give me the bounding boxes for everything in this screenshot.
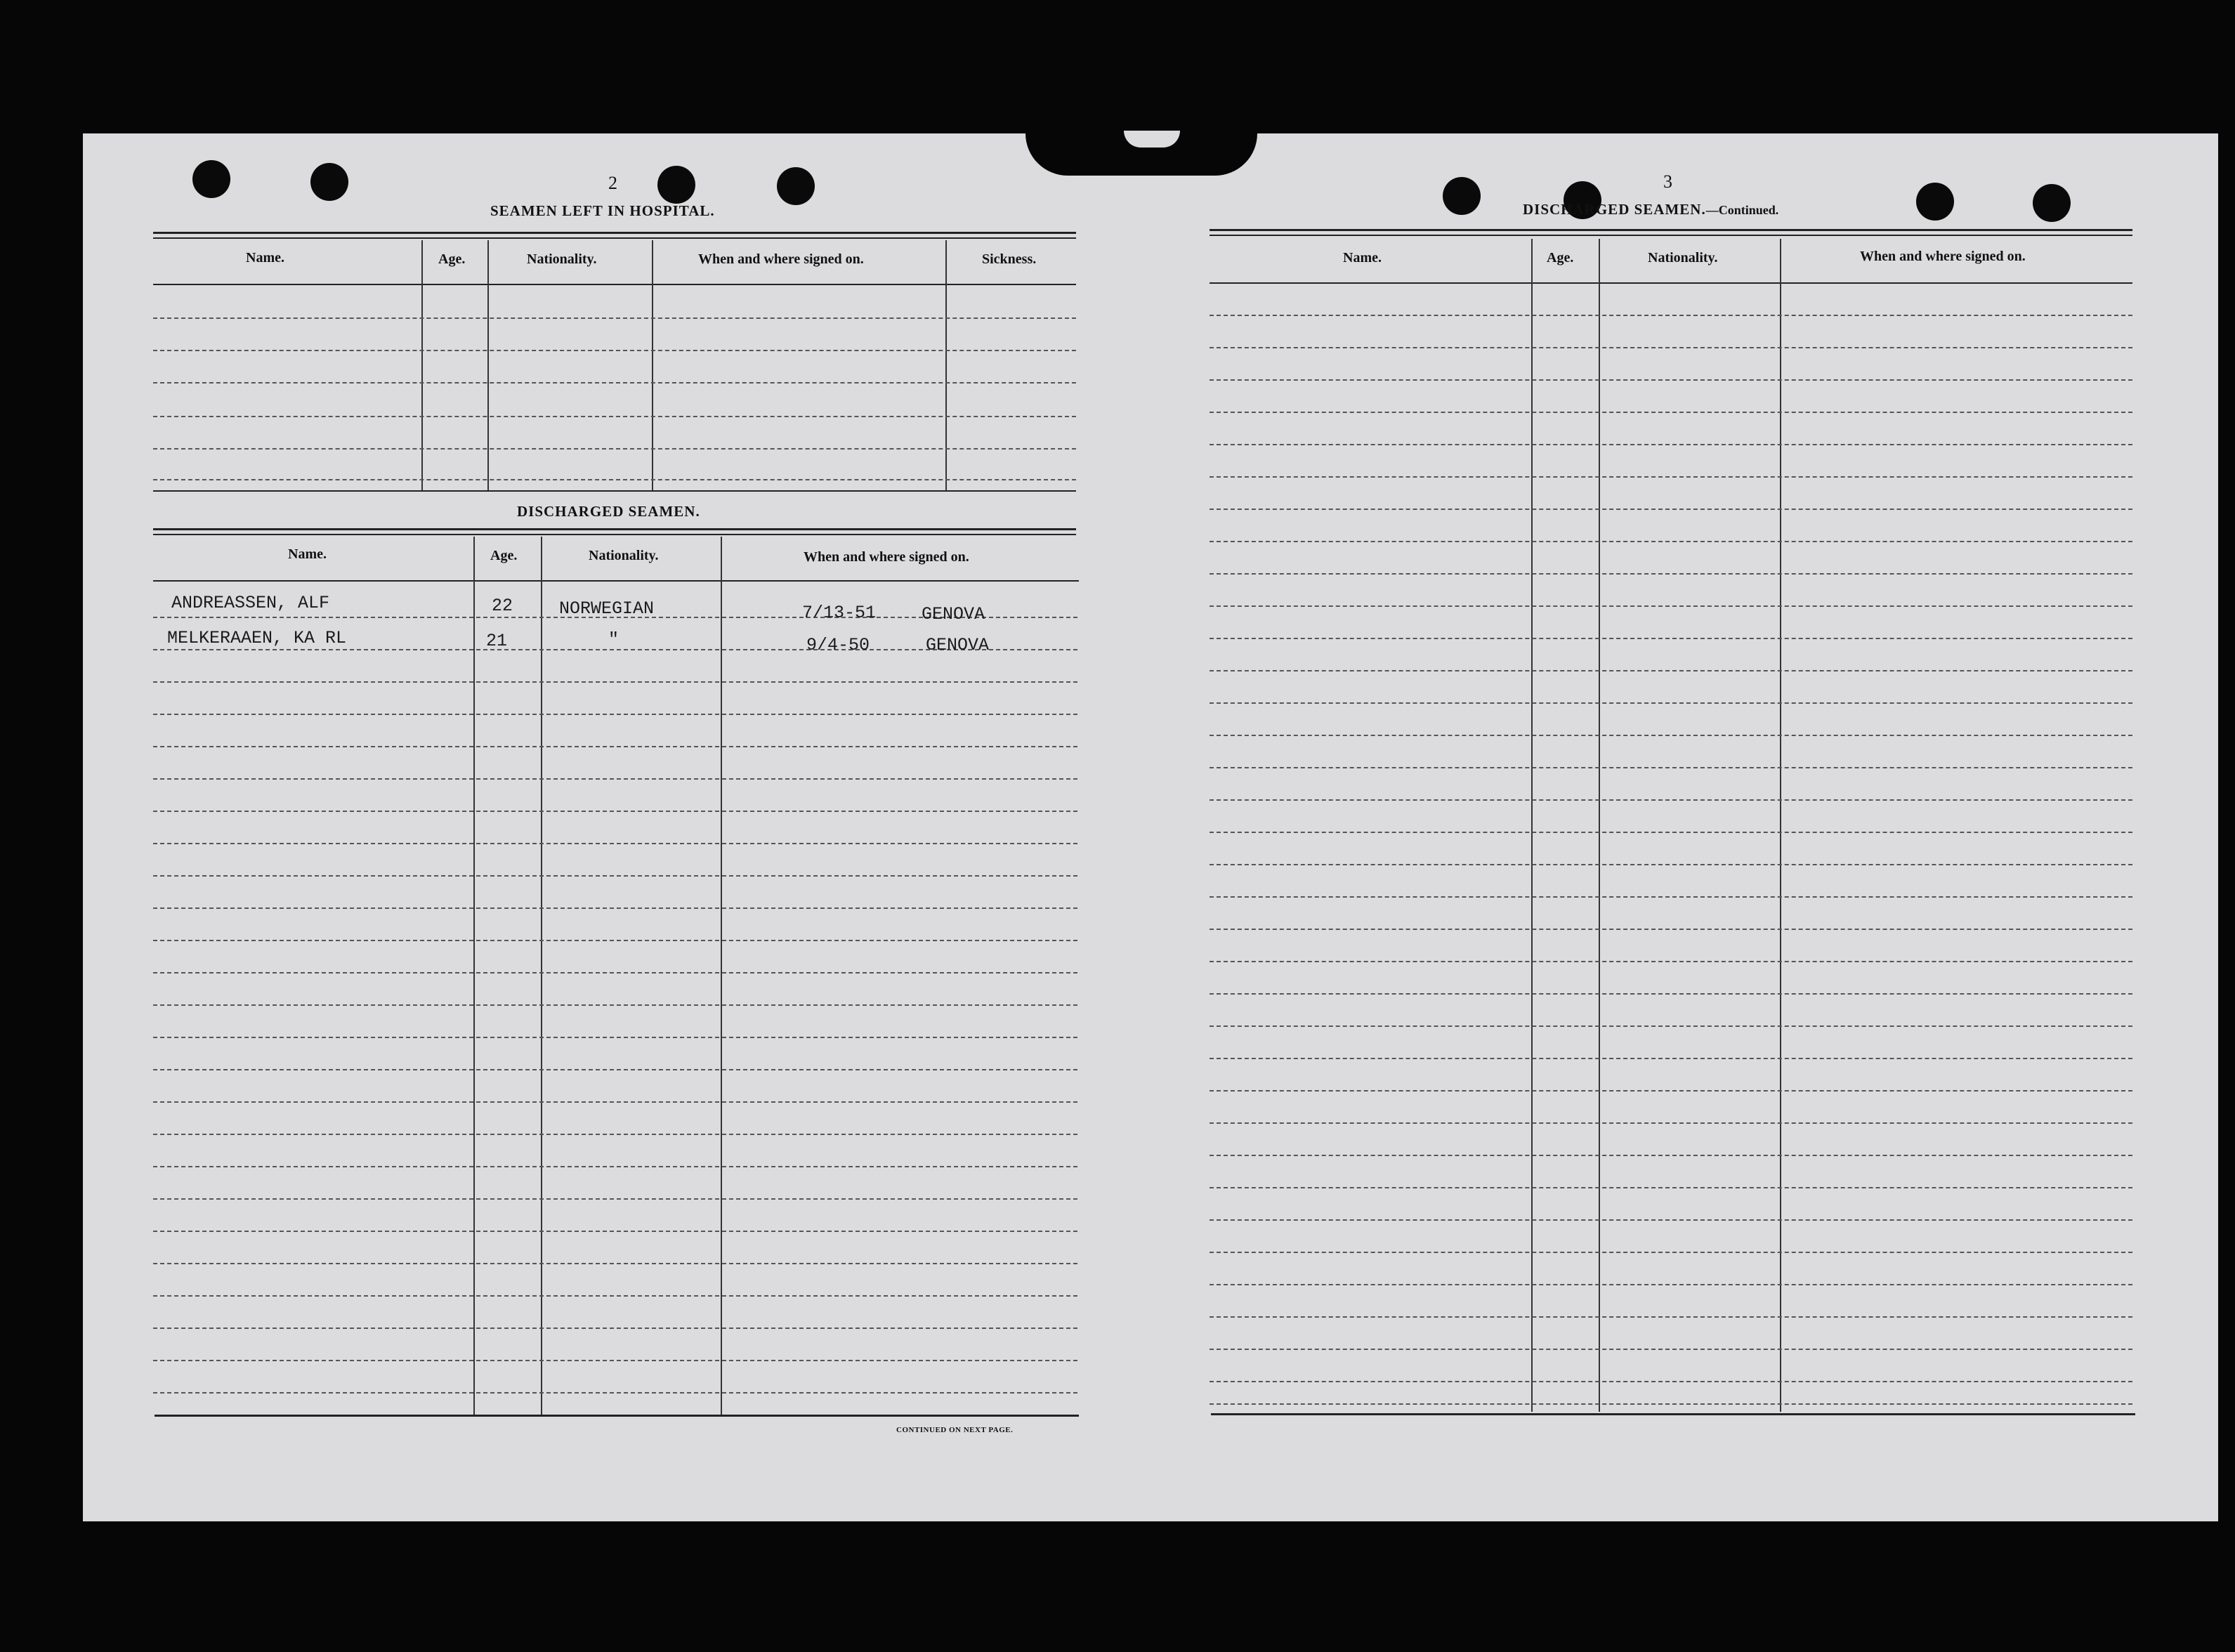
ruled-line <box>153 1069 1077 1070</box>
ruled-line <box>153 1004 1077 1006</box>
column-divider <box>945 240 947 490</box>
column-header-nationality: Nationality. <box>589 548 659 563</box>
header-rule <box>153 580 1079 582</box>
section-title-text: DISCHARGED SEAMEN. <box>1523 201 1706 218</box>
ruled-line <box>1210 702 2132 704</box>
seaman-name: MELKERAAEN, KA RL <box>167 628 347 648</box>
ruled-line <box>1210 1090 2132 1092</box>
ruled-line <box>153 714 1077 715</box>
ruled-line <box>1210 1381 2132 1382</box>
ruled-line <box>1210 799 2132 801</box>
ruled-line <box>153 1392 1077 1394</box>
ruled-line <box>1210 1403 2132 1405</box>
ruled-line <box>153 1328 1077 1329</box>
column-divider <box>1780 239 1781 1412</box>
ruled-line <box>1210 541 2132 542</box>
ruled-line <box>1210 1252 2132 1253</box>
column-divider <box>487 240 489 490</box>
ruled-line <box>153 907 1077 909</box>
ruled-line <box>153 1134 1077 1135</box>
column-header-name: Name. <box>288 546 327 562</box>
header-rule <box>153 284 1076 285</box>
ruled-line <box>153 1295 1077 1297</box>
ruled-line <box>1210 315 2132 316</box>
ruled-line <box>153 940 1077 941</box>
column-header-signed-on: When and where signed on. <box>804 549 969 565</box>
ledger-sheet <box>83 133 2218 1521</box>
ruled-line <box>1210 573 2132 575</box>
ruled-line <box>1210 1155 2132 1156</box>
ruled-line <box>153 972 1077 973</box>
signed-on-place: GENOVA <box>926 635 990 655</box>
table-top-rule <box>153 528 1076 530</box>
ruled-line <box>1210 347 2132 348</box>
ruled-line <box>1210 1284 2132 1285</box>
hospital-section-title: SEAMEN LEFT IN HOSPITAL. <box>490 202 715 219</box>
table-top-rule <box>153 534 1076 535</box>
punch-hole <box>1443 177 1481 215</box>
ruled-line <box>1210 1025 2132 1027</box>
ruled-line <box>153 416 1076 417</box>
seaman-age: 22 <box>492 596 513 616</box>
ruled-line <box>153 811 1077 812</box>
ruled-line <box>153 382 1076 383</box>
punch-hole <box>2033 184 2071 222</box>
column-divider <box>652 240 653 490</box>
column-header-signed-on: When and where signed on. <box>1860 249 2026 264</box>
ruled-line <box>153 778 1077 780</box>
ruled-line <box>1210 1122 2132 1124</box>
column-header-nationality: Nationality. <box>1648 250 1718 266</box>
column-header-name: Name. <box>246 250 284 266</box>
ruled-line <box>153 746 1077 747</box>
column-divider <box>473 537 475 1415</box>
ruled-line <box>1210 670 2132 671</box>
column-header-sickness: Sickness. <box>982 251 1037 267</box>
punch-hole <box>777 167 815 205</box>
ruled-line <box>1210 961 2132 962</box>
seaman-age: 21 <box>486 631 508 651</box>
column-header-name: Name. <box>1343 250 1382 266</box>
column-header-nationality: Nationality. <box>527 251 597 267</box>
table-bottom-rule <box>1211 1413 2135 1415</box>
ruled-line <box>1210 1316 2132 1318</box>
signed-on-date: 7/13-51 <box>802 603 877 623</box>
ruled-line <box>153 875 1077 877</box>
column-divider <box>421 240 423 490</box>
ruled-line <box>1210 832 2132 833</box>
ruled-line <box>1210 735 2132 736</box>
ruled-line <box>1210 993 2132 995</box>
ruled-line <box>1210 444 2132 445</box>
ruled-line <box>153 843 1077 844</box>
page-number-left: 2 <box>608 173 617 193</box>
discharged-section-title: DISCHARGED SEAMEN. <box>517 503 700 520</box>
continued-section-title <box>1523 201 1778 218</box>
table-bottom-rule <box>155 1415 1079 1417</box>
ruled-line <box>1210 864 2132 865</box>
ruled-line <box>1210 1219 2132 1221</box>
table-top-rule <box>1210 229 2132 231</box>
ruled-line <box>153 350 1076 351</box>
ruled-line <box>1210 1187 2132 1188</box>
column-divider <box>1599 239 1600 1412</box>
ruled-line <box>153 681 1077 683</box>
column-divider <box>1531 239 1533 1412</box>
punch-hole <box>657 166 695 204</box>
ruled-line <box>153 1263 1077 1264</box>
ruled-line <box>1210 509 2132 510</box>
seaman-name: ANDREASSEN, ALF <box>171 593 330 613</box>
ruled-line <box>1210 1058 2132 1059</box>
column-header-age: Age. <box>490 548 518 563</box>
column-divider <box>541 537 542 1415</box>
ruled-line <box>153 1037 1077 1038</box>
section-title-suffix: —Continued. <box>1705 203 1779 217</box>
punch-hole <box>1916 183 1954 221</box>
punch-hole <box>192 160 230 198</box>
signed-on-place: GENOVA <box>922 604 985 624</box>
ruled-line <box>1210 605 2132 607</box>
column-header-signed-on: When and where signed on. <box>698 251 864 267</box>
ruled-line <box>153 1166 1077 1167</box>
ruled-line <box>1210 896 2132 898</box>
section-rule <box>153 490 1076 492</box>
ruled-line <box>153 1198 1077 1200</box>
ruled-line <box>1210 412 2132 413</box>
ruled-line <box>153 479 1076 480</box>
ruled-line <box>1210 767 2132 768</box>
signed-on-date: 9/4-50 <box>806 635 870 655</box>
header-rule <box>1210 282 2132 284</box>
table-top-rule <box>153 237 1076 239</box>
ruled-line <box>153 1360 1077 1361</box>
ruled-line <box>1210 379 2132 381</box>
continued-note: CONTINUED ON NEXT PAGE. <box>896 1426 1014 1434</box>
ruled-line <box>1210 638 2132 639</box>
ruled-line <box>153 448 1076 450</box>
ruled-line <box>1210 476 2132 478</box>
column-header-age: Age. <box>1547 250 1574 266</box>
punch-hole <box>310 163 348 201</box>
seaman-nationality: NORWEGIAN <box>559 598 655 619</box>
table-top-rule <box>1210 235 2132 236</box>
column-divider <box>721 537 722 1415</box>
seaman-nationality: " <box>608 629 620 650</box>
column-header-age: Age. <box>438 251 466 267</box>
ruled-line <box>153 1101 1077 1103</box>
page-number-right: 3 <box>1663 171 1672 192</box>
table-top-rule <box>153 232 1076 234</box>
torn-edge-fragment <box>1124 131 1180 148</box>
ruled-line <box>153 1231 1077 1232</box>
ruled-line <box>1210 1349 2132 1350</box>
ruled-line <box>1210 929 2132 930</box>
ruled-line <box>153 317 1076 319</box>
